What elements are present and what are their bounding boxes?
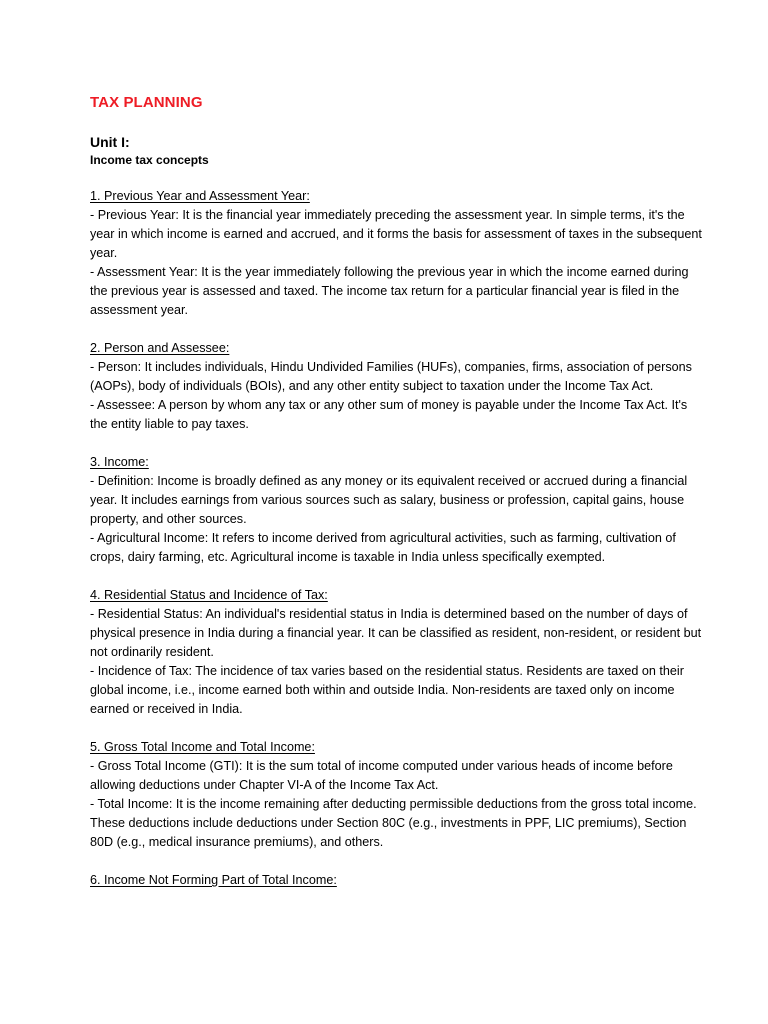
unit-subtitle: Income tax concepts	[90, 153, 209, 167]
section-heading: 5. Gross Total Income and Total Income:	[90, 740, 315, 754]
section-paragraph: - Assessment Year: It is the year immediately following the previous year in which the income earned during the previous year is assessed and taxed. The income tax return for a particular financial year is filed in the assessment year.	[90, 265, 689, 317]
document-title: TAX PLANNING	[90, 94, 203, 111]
section-paragraph: - Incidence of Tax: The incidence of tax varies based on the residential status. Residents are taxed on their global income, i.e., income earned both within and outside India. Non-residents are taxed only on income earned or received in India.	[90, 664, 684, 716]
section-residential-status	[90, 586, 708, 719]
unit-heading: Unit I:	[90, 134, 130, 150]
section-paragraph: - Definition: Income is broadly defined as any money or its equivalent received or accrued during a financial year. It includes earnings from various sources such as salary, business or profession, capital gains, house property, and other sources.	[90, 474, 688, 526]
section-person-assessee	[90, 339, 708, 434]
section-heading: 6. Income Not Forming Part of Total Income:	[90, 873, 337, 887]
section-paragraph: - Assessee: A person by whom any tax or any other sum of money is payable under the Income Tax Act. It's the entity liable to pay taxes.	[90, 398, 688, 431]
section-heading: 3. Income:	[90, 455, 149, 469]
section-paragraph: - Person: It includes individuals, Hindu Undivided Families (HUFs), companies, firms, association of persons (AOPs), body of individuals (BOIs), and any other entity subject to taxation under the Income Tax Act.	[90, 360, 692, 393]
section-heading: 2. Person and Assessee:	[90, 341, 230, 355]
section-paragraph: - Previous Year: It is the financial year immediately preceding the assessment year. In simple terms, it's the year in which income is earned and accrued, and it forms the basis for assessment of taxes in the subsequent year.	[90, 208, 702, 260]
section-paragraph: - Total Income: It is the income remaining after deducting permissible deductions from the gross total income. These deductions include deductions under Section 80C (e.g., investments in PPF, LIC premiums), Section 80D (e.g., medical insurance premiums), and others.	[90, 797, 697, 849]
section-heading: 4. Residential Status and Incidence of Tax:	[90, 588, 328, 602]
section-paragraph: - Agricultural Income: It refers to income derived from agricultural activities, such as farming, cultivation of crops, dairy farming, etc. Agricultural income is taxable in India unless specifically exempted.	[90, 531, 676, 564]
section-previous-assessment-year	[90, 187, 708, 320]
section-paragraph: - Residential Status: An individual's residential status in India is determined based on the number of days of physical presence in India during a financial year. It can be classified as resident, non-resident, or resident but not ordinarily resident.	[90, 607, 702, 659]
section-income-not-forming-part	[90, 871, 708, 890]
section-paragraph: - Gross Total Income (GTI): It is the sum total of income computed under various heads of income before allowing deductions under Chapter VI-A of the Income Tax Act.	[90, 759, 673, 792]
section-heading: 1. Previous Year and Assessment Year:	[90, 189, 310, 203]
section-gross-total-income	[90, 738, 708, 852]
section-income	[90, 453, 708, 567]
